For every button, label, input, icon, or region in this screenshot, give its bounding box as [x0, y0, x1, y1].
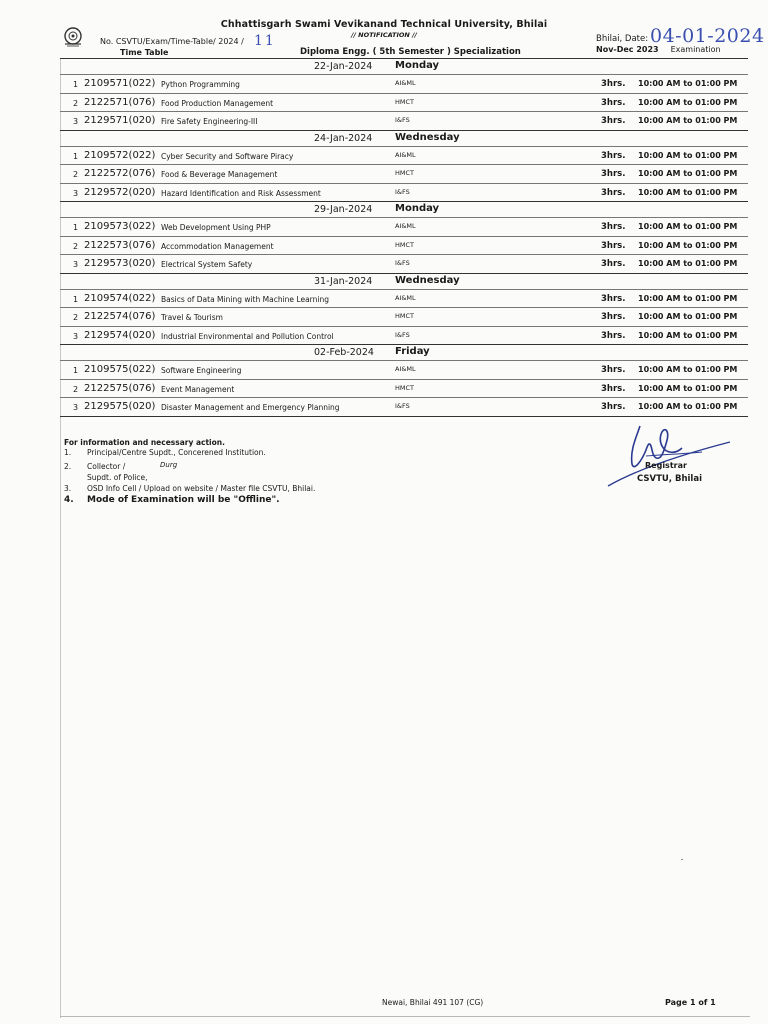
branch-name: HMCT [395, 169, 415, 177]
distribution-intro: For information and necessary action. [64, 438, 225, 447]
exam-date: 31-Jan-2024 [314, 275, 373, 287]
page-bottom-edge [60, 1016, 750, 1017]
exam-weekday: Wednesday [395, 274, 460, 286]
serial-number: 1 [73, 294, 79, 304]
serial-number: 2 [73, 384, 79, 394]
subject-name: Fire Safety Engineering-III [161, 117, 258, 126]
paper-code: 2122571(076) [84, 96, 156, 108]
exam-weekday: Monday [395, 60, 440, 71]
exam-date: 02-Feb-2024 [314, 347, 374, 358]
serial-number: 3 [73, 260, 79, 269]
exam-duration: 3hrs. [601, 187, 626, 198]
reference-handwritten: 11 [254, 33, 276, 49]
exam-time: 10:00 AM to 01:00 PM [638, 293, 738, 303]
exam-duration: 3hrs. [601, 97, 626, 108]
paper-code: 2122574(076) [84, 311, 156, 322]
table-row [60, 254, 748, 273]
paper-code: 2122572(076) [84, 168, 156, 179]
paper-code: 2129572(020) [84, 186, 156, 198]
exam-day-header [60, 202, 748, 217]
exam-date: 22-Jan-2024 [314, 61, 373, 72]
subject-name: Cyber Security and Software Piracy [161, 151, 294, 161]
mode-of-examination: Mode of Examination will be "Offline". [87, 495, 280, 505]
paper-code: 2109574(022) [84, 292, 156, 304]
exam-weekday: Monday [395, 203, 440, 214]
list-item-extra: Durg [160, 461, 178, 469]
branch-name: I&FS [395, 187, 410, 196]
subject-name: Disaster Management and Emergency Planning [161, 403, 340, 412]
exam-time: 10:00 AM to 01:00 PM [638, 383, 738, 393]
list-item-number: 2. [64, 462, 72, 471]
paper-code: 2109573(022) [84, 221, 156, 232]
table-row [60, 360, 748, 379]
subject-name: Travel & Tourism [161, 313, 223, 322]
serial-number: 1 [73, 80, 79, 89]
programme-title: Diploma Engg. ( 5th Semester ) Specialization [300, 47, 521, 57]
table-row [60, 236, 748, 255]
subject-name: Event Management [161, 384, 235, 394]
serial-number: 3 [73, 117, 79, 126]
subject-name: Electrical System Safety [161, 260, 253, 269]
serial-number: 2 [73, 170, 79, 179]
subject-name: Hazard Identification and Risk Assessment [161, 188, 321, 198]
exam-day-block [60, 58, 748, 130]
branch-name: AI&ML [395, 222, 416, 230]
exam-day-block [60, 130, 748, 202]
serial-number: 2 [73, 313, 79, 322]
serial-number: 1 [73, 366, 79, 375]
list-item-text: OSD Info Cell / Upload on website / Master file CSVTU, Bhilai. [87, 484, 316, 493]
exam-time: 10:00 AM to 01:00 PM [638, 116, 738, 125]
paper-code: 2109575(022) [84, 364, 156, 375]
branch-name: I&FS [395, 116, 410, 124]
paper-code: 2109572(022) [84, 149, 156, 161]
table-row [60, 217, 748, 236]
branch-name: HMCT [395, 383, 415, 392]
exam-duration: 3hrs. [601, 383, 626, 394]
exam-day-block [60, 201, 748, 273]
exam-day-header [60, 59, 748, 74]
list-item-text: Supdt. of Police, [87, 473, 148, 482]
table-row [60, 183, 748, 202]
exam-weekday: Wednesday [395, 131, 460, 143]
exam-day-block [60, 273, 748, 345]
time-table-label: Time Table [120, 48, 169, 57]
paper-code: 2129574(020) [84, 329, 156, 341]
paper-code: 2122575(076) [84, 382, 156, 394]
list-item-text: Collector / [87, 462, 126, 471]
subject-name: Basics of Data Mining with Machine Learning [161, 294, 329, 304]
subject-name: Python Programming [161, 80, 240, 89]
table-row [60, 326, 748, 345]
paper-code: 2122573(076) [84, 239, 156, 251]
branch-name: I&FS [395, 330, 410, 339]
subject-name: Web Development Using PHP [161, 223, 271, 232]
list-item-text: Principal/Centre Supdt., Concerened Institution. [87, 448, 266, 457]
table-row [60, 93, 748, 112]
subject-name: Food Production Management [161, 98, 274, 108]
table-row [60, 307, 748, 326]
exam-day-header [60, 274, 748, 289]
page-number: Page 1 of 1 [665, 998, 716, 1007]
signatory-title: Registrar [645, 461, 687, 470]
session-name: Nov-Dec 2023 [596, 45, 659, 54]
exam-duration: 3hrs. [601, 402, 626, 412]
exam-time: 10:00 AM to 01:00 PM [638, 169, 738, 178]
exam-duration: 3hrs. [601, 330, 626, 341]
subject-name: Food & Beverage Management [161, 170, 278, 179]
branch-name: HMCT [395, 312, 415, 320]
list-item-number: 4. [64, 495, 74, 505]
exam-duration: 3hrs. [601, 169, 626, 179]
serial-number: 3 [73, 188, 79, 198]
table-row [60, 146, 748, 165]
exam-time: 10:00 AM to 01:00 PM [638, 79, 738, 88]
branch-name: I&FS [395, 402, 410, 410]
paper-code: 2109571(022) [84, 78, 156, 89]
exam-time: 10:00 AM to 01:00 PM [638, 402, 738, 411]
exam-time: 10:00 AM to 01:00 PM [638, 222, 738, 231]
serial-number: 2 [73, 98, 79, 108]
exam-time: 10:00 AM to 01:00 PM [638, 240, 738, 250]
serial-number: 3 [73, 403, 79, 412]
exam-day-block [60, 344, 748, 416]
exam-duration: 3hrs. [601, 116, 626, 126]
exam-date: 29-Jan-2024 [314, 204, 373, 215]
exam-time: 10:00 AM to 01:00 PM [638, 330, 738, 340]
exam-day-header [60, 345, 748, 360]
table-row [60, 111, 748, 130]
exam-duration: 3hrs. [601, 365, 626, 375]
exam-duration: 3hrs. [601, 240, 626, 251]
list-item-number: 1. [64, 448, 72, 457]
exam-duration: 3hrs. [601, 222, 626, 232]
branch-name: HMCT [395, 240, 415, 249]
branch-name: AI&ML [395, 150, 416, 159]
exam-time: 10:00 AM to 01:00 PM [638, 150, 738, 160]
branch-name: AI&ML [395, 293, 416, 302]
serial-number: 1 [73, 151, 79, 161]
table-row [60, 289, 748, 308]
table-row [60, 397, 748, 416]
exam-time: 10:00 AM to 01:00 PM [638, 312, 738, 321]
university-name: Chhattisgarh Swami Vevikanand Technical University, Bhilai [220, 19, 548, 30]
scan-mark [681, 859, 683, 860]
exam-date: 24-Jan-2024 [314, 132, 373, 144]
date-handwritten: 04-01-2024 [650, 25, 765, 47]
exam-time: 10:00 AM to 01:00 PM [638, 259, 738, 268]
table-row [60, 164, 748, 183]
paper-code: 2129571(020) [84, 115, 156, 126]
exam-time: 10:00 AM to 01:00 PM [638, 365, 738, 374]
session-line [596, 45, 721, 54]
subject-name: Industrial Environmental and Pollution Control [161, 331, 334, 341]
examination-label: Examination [670, 45, 721, 54]
exam-time: 10:00 AM to 01:00 PM [638, 187, 738, 197]
exam-duration: 3hrs. [601, 312, 626, 322]
exam-weekday: Friday [395, 346, 430, 357]
branch-name: AI&ML [395, 79, 416, 87]
branch-name: AI&ML [395, 365, 416, 373]
exam-time: 10:00 AM to 01:00 PM [638, 97, 738, 107]
exam-duration: 3hrs. [601, 293, 626, 304]
exam-duration: 3hrs. [601, 79, 626, 89]
table-row [60, 74, 748, 93]
branch-name: I&FS [395, 259, 410, 267]
reference-number: No. CSVTU/Exam/Time-Table/ 2024 / [100, 37, 244, 46]
branch-name: HMCT [395, 97, 415, 106]
serial-number: 3 [73, 331, 79, 341]
date-label: Bhilai, Date: [596, 34, 649, 44]
serial-number: 2 [73, 241, 79, 251]
table-row [60, 379, 748, 398]
exam-duration: 3hrs. [601, 259, 626, 269]
signatory-org: CSVTU, Bhilai [637, 474, 702, 484]
serial-number: 1 [73, 223, 79, 232]
subject-name: Accommodation Management [161, 241, 274, 251]
paper-code: 2129573(020) [84, 258, 156, 269]
university-address: Newai, Bhilai 491 107 (CG) [382, 998, 484, 1007]
exam-day-header [60, 131, 748, 146]
list-item-number: 3. [64, 484, 72, 493]
exam-duration: 3hrs. [601, 150, 626, 161]
subject-name: Software Engineering [161, 366, 242, 375]
paper-code: 2129575(020) [84, 401, 156, 412]
table-bottom-rule [60, 416, 748, 417]
notification-label: // NOTIFICATION // [351, 31, 417, 39]
timetable [60, 58, 748, 417]
